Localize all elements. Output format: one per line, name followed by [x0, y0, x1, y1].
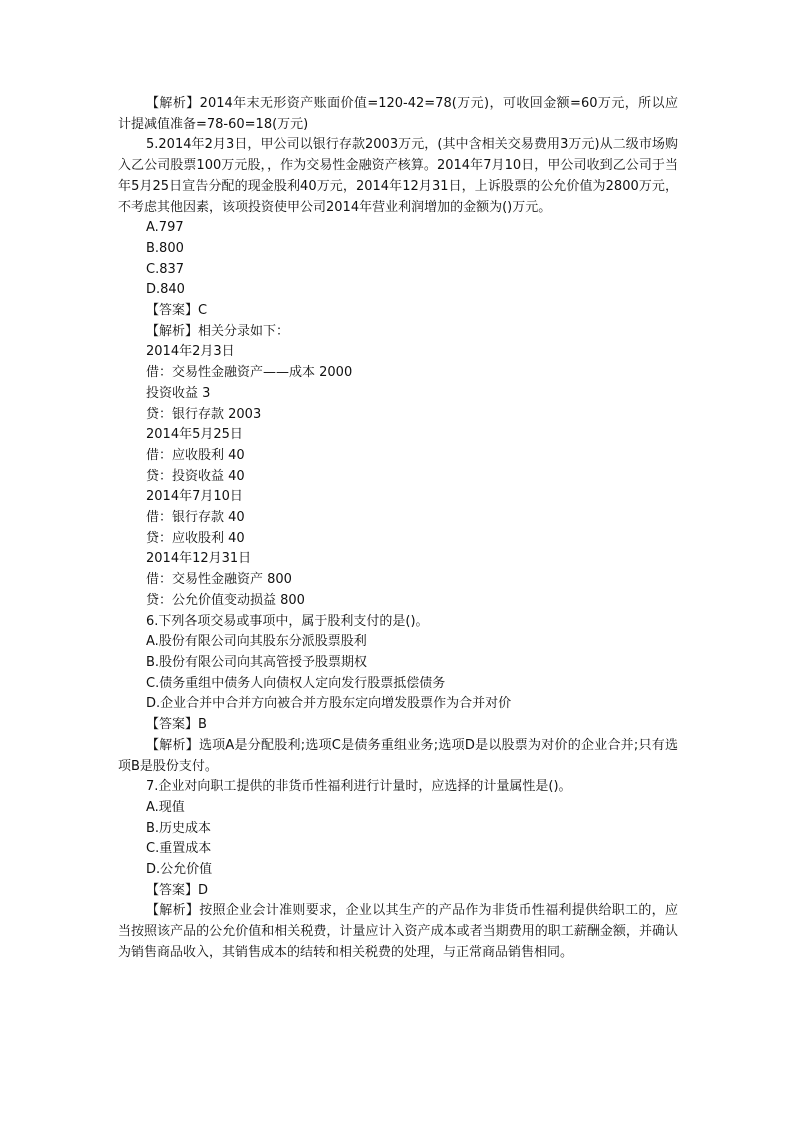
option-line: B.股份有限公司向其高管授予股票期权 — [146, 654, 368, 670]
question-line: 6.下列各项交易或事项中，属于股利支付的是()。 — [146, 613, 429, 629]
text-line: 2014年7月10日 — [146, 489, 243, 505]
journal-entry-line: 贷：应收股利 40 — [146, 530, 245, 546]
option-line: B.800 — [146, 240, 184, 256]
explanation-paragraph: 【解析】相关分录如下： — [146, 323, 290, 339]
answer-line: 【答案】D — [146, 882, 209, 898]
option-line: D.公允价值 — [146, 862, 213, 878]
explanation-paragraph: 【解析】选项A是分配股利;选项C是债务重组业务;选项D是以股票为对价的企业合并;只有选项B是股份支付。 — [118, 737, 678, 774]
explanation-paragraph: 【解析】按照企业会计准则要求，企业以其生产的产品作为非货币性福利提供给职工的，应当按照该产品的公允价值和相关税费，计量应计入资产成本或者当期费用的职工薪酬金额，并确认为销售商品收入，其销售成本的结转和相关税费的处理，与正常商品销售相同。 — [118, 903, 678, 960]
text-line: 2014年12月31日 — [146, 551, 252, 567]
explanation-paragraph: 【解析】2014年末无形资产账面价值=120-42=78(万元)，可收回金额=60万元，所以应计提减值准备=78-60=18(万元) — [118, 96, 678, 132]
journal-entry-line: 贷：银行存款 2003 — [146, 406, 262, 422]
option-line: A.现值 — [146, 799, 185, 815]
answer-line: 【答案】C — [146, 303, 208, 319]
option-line: A.797 — [146, 220, 184, 236]
question-line: 7.企业对向职工提供的非货币性福利进行计量时，应选择的计量属性是()。 — [146, 779, 572, 795]
option-line: D.840 — [146, 282, 185, 298]
journal-entry-line: 贷：公允价值变动损益 800 — [146, 592, 305, 608]
journal-entry-line: 借：应收股利 40 — [146, 447, 245, 463]
journal-entry-line: 借：交易性金融资产 800 — [146, 572, 292, 588]
text-line: 投资收益 3 — [146, 385, 211, 401]
text-line: 2014年5月25日 — [146, 427, 243, 443]
document-page — [118, 94, 678, 964]
option-line: A.股份有限公司向其股东分派股票股利 — [146, 634, 367, 650]
question-line: 5.2014年2月3日，甲公司以银行存款2003万元，(其中含相关交易费用3万元)从二级市场购入乙公司股票100万元股，，作为交易性金融资产核算。2014年7月10日，甲公司收到乙公司于当年5月25日宣告分配的现金股利40万元，2014年12月31日，上诉股票的公允价值为2800万元，不考虑其他因素，该项投资使甲公司2014年营业利润增加的金额为()万元。 — [118, 137, 678, 215]
journal-entry-line: 借：银行存款 40 — [146, 510, 245, 526]
option-line: C.837 — [146, 261, 185, 277]
option-line: D.企业合并中合并方向被合并方股东定向增发股票作为合并对价 — [146, 696, 512, 712]
option-line: C.重置成本 — [146, 841, 212, 857]
text-line: 2014年2月3日 — [146, 344, 235, 360]
answer-line: 【答案】B — [146, 717, 207, 733]
journal-entry-line: 借：交易性金融资产——成本 2000 — [146, 365, 353, 381]
option-line: C.债务重组中债务人向债权人定向发行股票抵偿债务 — [146, 675, 446, 691]
option-line: B.历史成本 — [146, 820, 212, 836]
journal-entry-line: 贷：投资收益 40 — [146, 468, 245, 484]
